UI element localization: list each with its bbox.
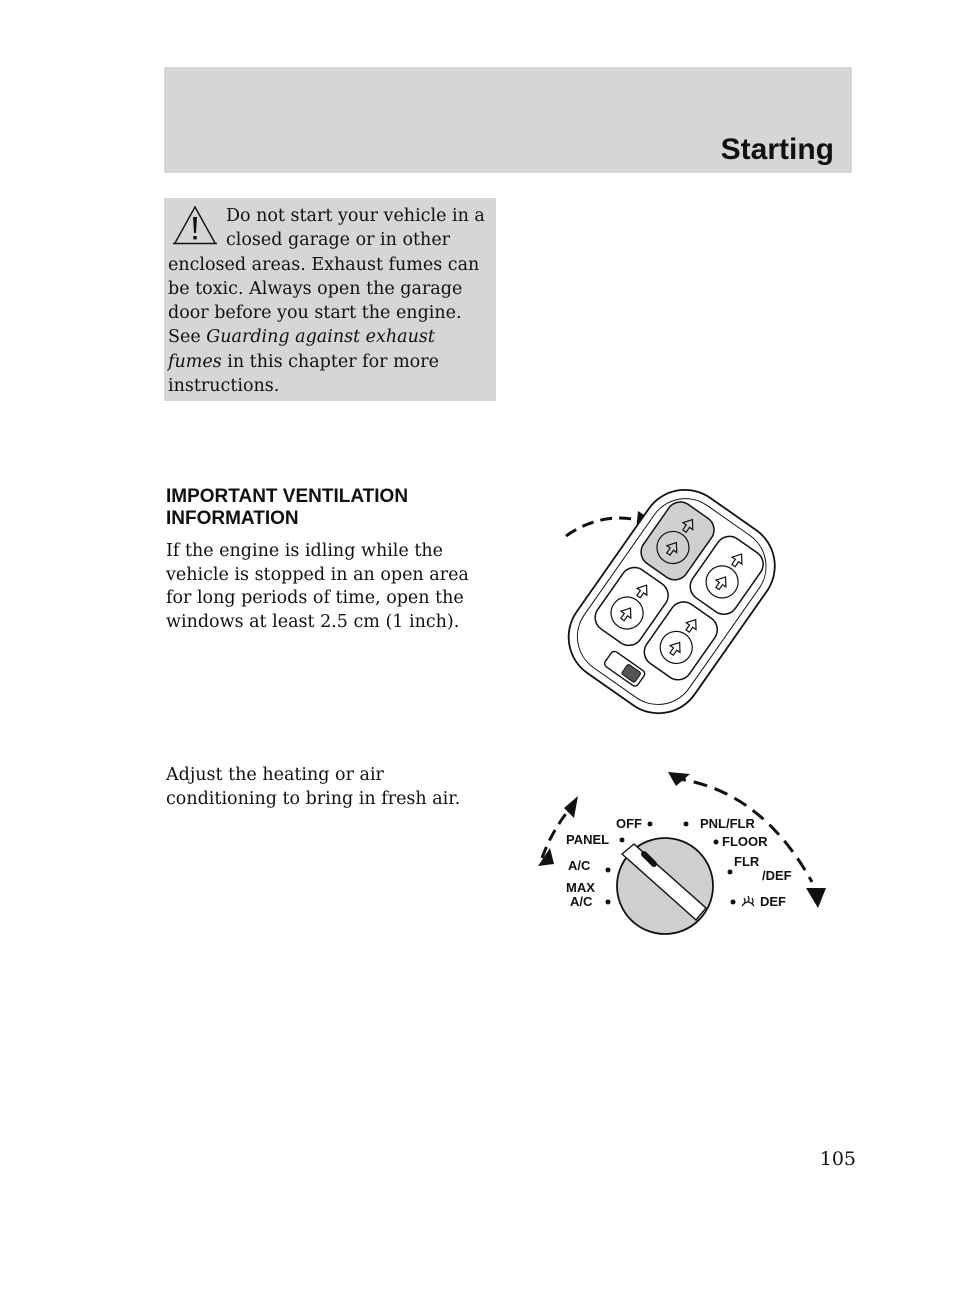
label-flr-def: /DEF — [762, 868, 792, 883]
label-pnl-flr: PNL/FLR — [700, 816, 755, 831]
label-def: DEF — [760, 894, 786, 909]
label-max: MAX — [566, 880, 595, 895]
label-flr: FLR — [734, 854, 760, 869]
ventilation-paragraph: If the engine is idling while the vehicle is stopped in an open area for long periods of time, open the windows at least 2.5 cm (1 inch). — [166, 541, 469, 632]
label-ac: A/C — [568, 858, 591, 873]
label-floor: FLOOR — [722, 834, 768, 849]
label-off: OFF — [616, 816, 642, 831]
warning-reference: Guarding against exhaust fumes — [168, 327, 435, 372]
header-band — [164, 67, 852, 173]
arrow-icon — [806, 888, 826, 908]
arrow-icon — [668, 772, 690, 786]
warning-text: Do not start your vehicle in a closed garage or in other enclosed areas. Exhaust fumes can be toxic. Always open the garage door before you start the engine. See Guarding against exhaust fumes in this chapter for more instructions. — [168, 206, 485, 397]
window-switch-illustration — [560, 486, 780, 716]
section-heading: IMPORTANT VENTILATION INFORMATION — [166, 486, 409, 529]
label-max-ac: A/C — [570, 894, 593, 909]
defrost-icon — [742, 896, 754, 906]
warning-box — [164, 198, 496, 401]
page-number: 105 — [819, 1148, 856, 1170]
label-panel: PANEL — [566, 832, 610, 847]
adjust-paragraph: Adjust the heating or air conditioning to bring in fresh air. — [166, 765, 461, 809]
chapter-title: Starting — [720, 133, 834, 166]
climate-dial-illustration — [530, 770, 840, 950]
